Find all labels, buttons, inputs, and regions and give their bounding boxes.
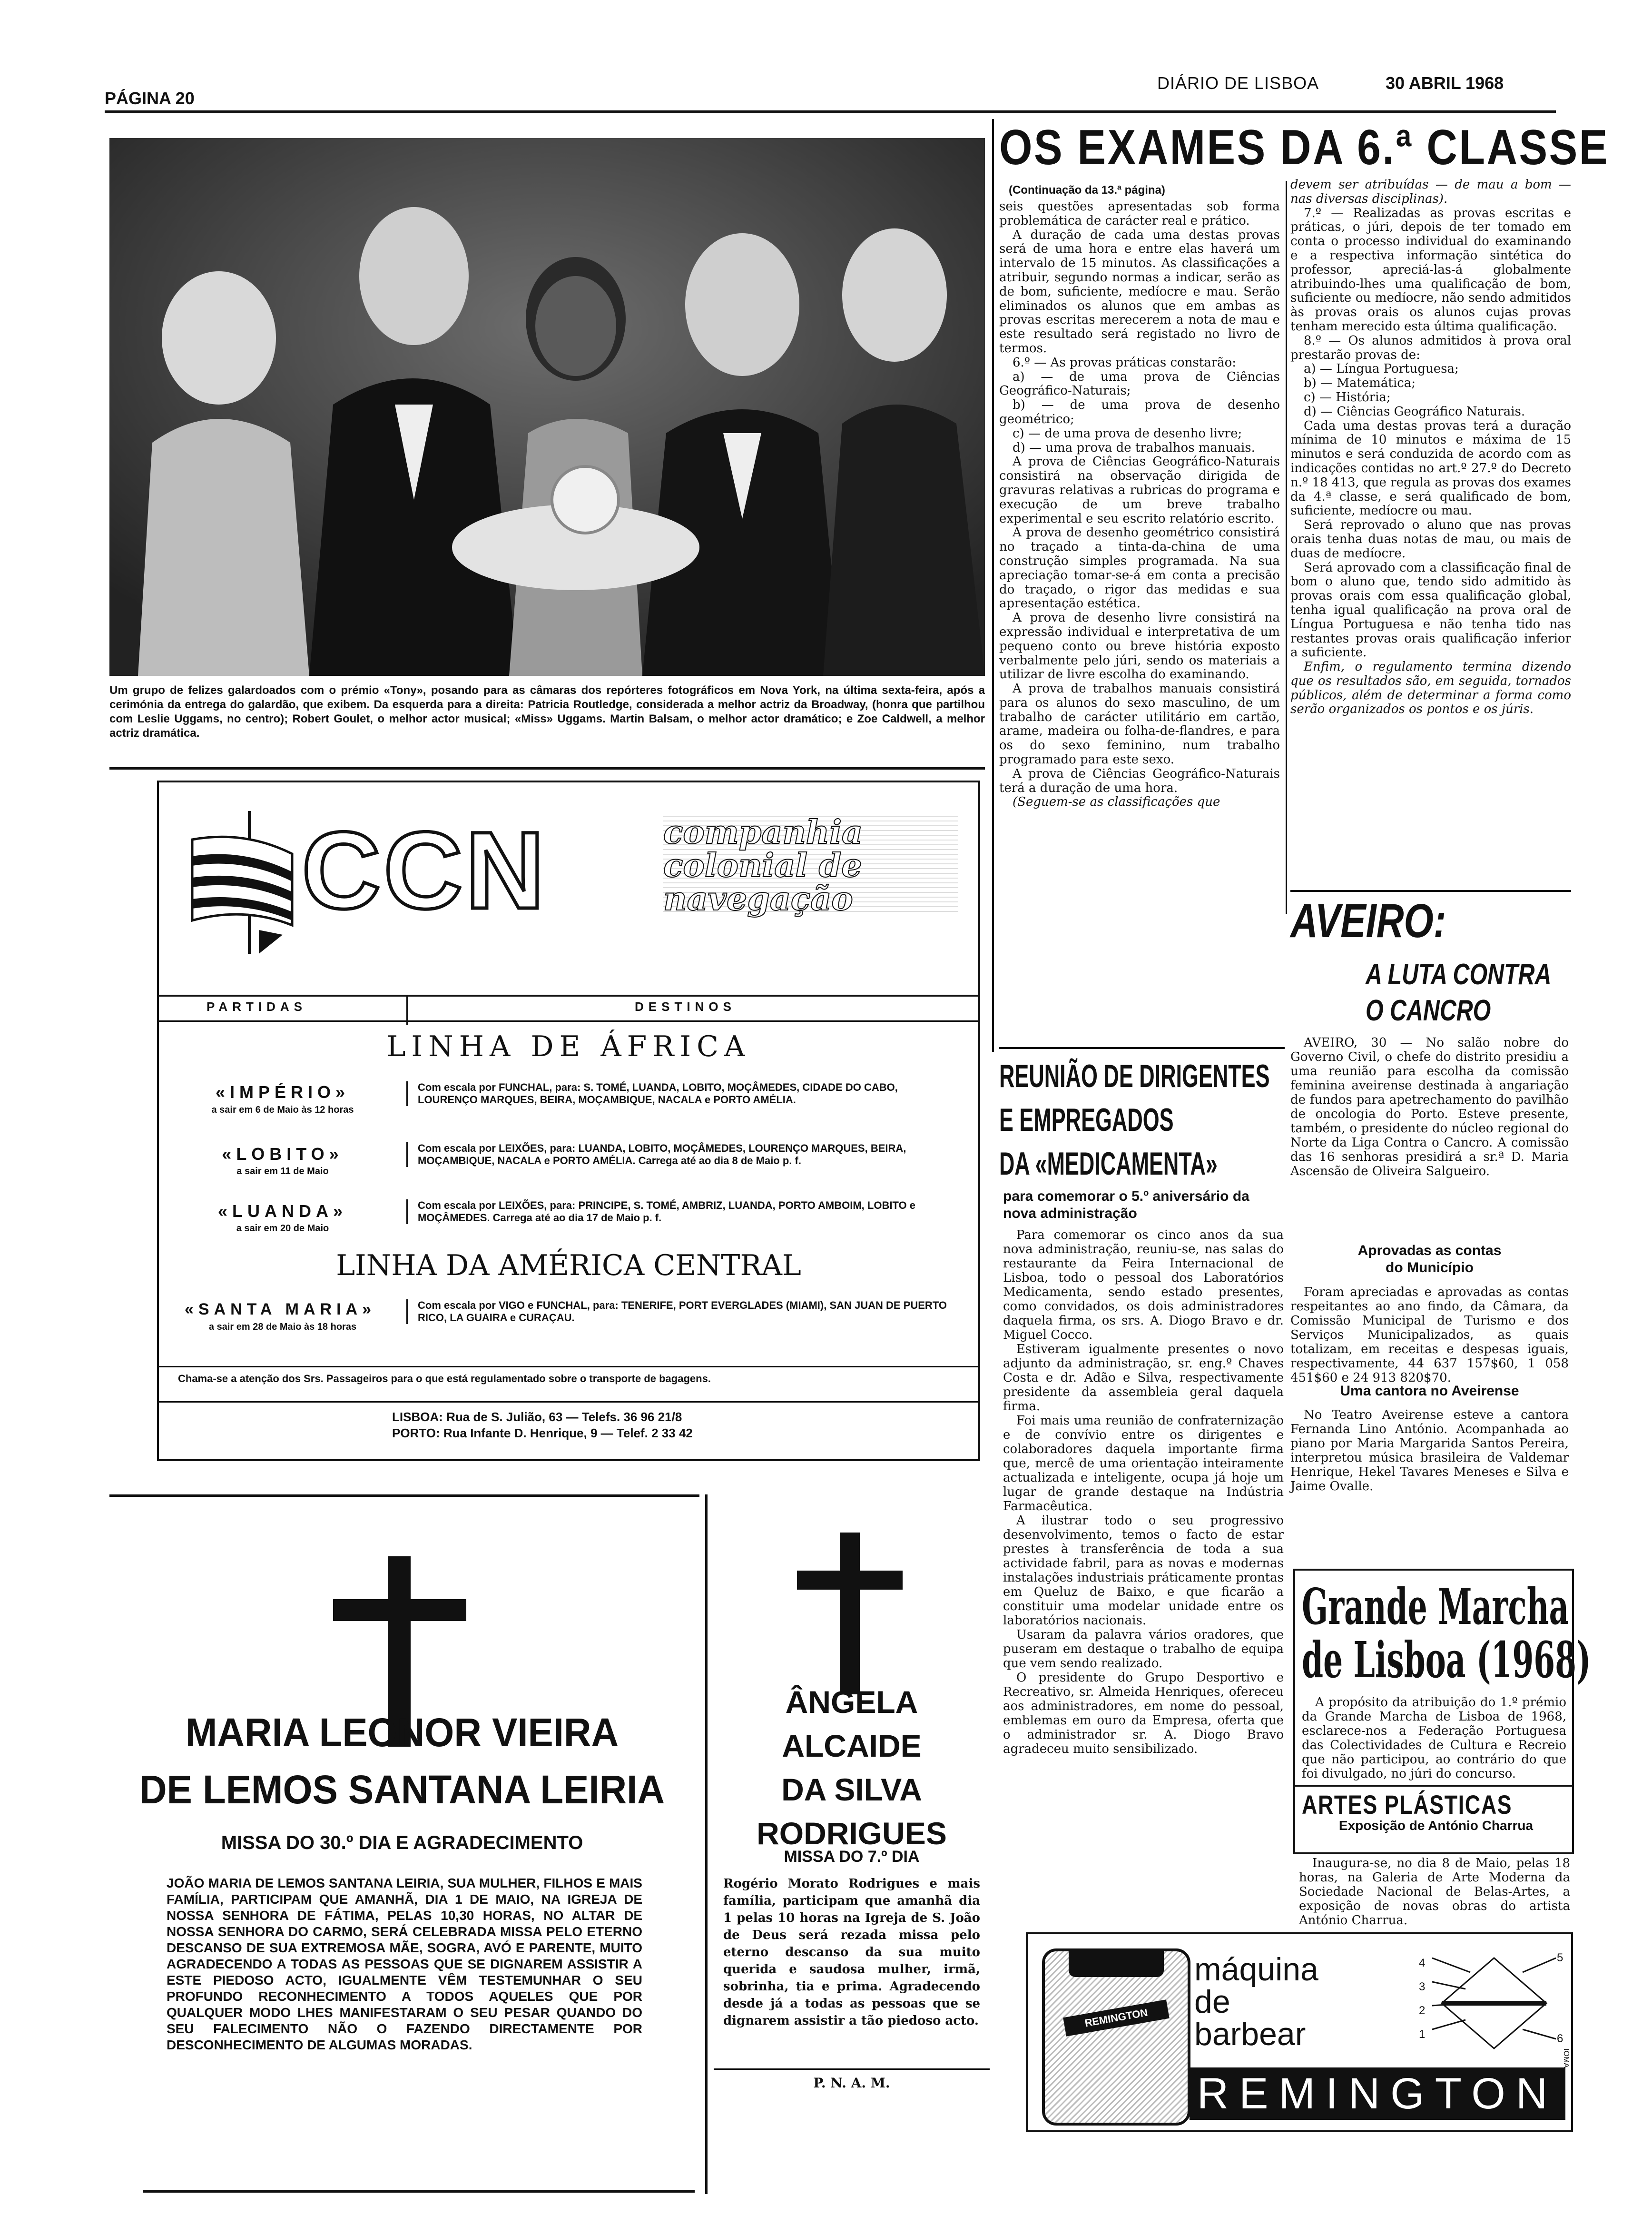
header-rule [105,110,1556,113]
deceased-name: ÂNGELA ALCAIDE DA SILVA RODRIGUES [757,1684,947,1851]
cross-icon-bar [333,1599,466,1621]
ccn-porto-address: PORTO: Rua Infante D. Henrique, 9 — Telef. 2 33 42 [392,1426,693,1440]
issue-date: 30 ABRIL 1968 [1386,73,1504,93]
grande-marcha-body: A propósito da atribuição do 1.º prémio da Grande Marcha de Lisboa de 1968, esclarece-nos a Federação Portuguesa das Colectividades de Cultura e Recreio que não participou, ao contrário do que foi divulgado, no júri do concurso. [1302,1695,1566,1781]
shaver-brand-label: REMINGTON [1063,1999,1170,2037]
grande-marcha-title: Grande Marcha de Lisboa (1968) [1302,1577,1591,1689]
ccn-logo-letters: CCN [302,809,548,931]
ship-santa-maria-route: Com escala por VIGO e FUNCHAL, para: TENERIFE, PORT EVERGLADES (MIAMI), SAN JUAN DE PUERTO RICO, LA GUAIRA e CURAÇAU. [406,1299,960,1324]
ccn-company-name: companhia colonial de navegação [663,816,958,916]
ship-luanda: «LUANDA» [217,1201,348,1221]
shaver-head-icon [1069,1948,1164,1977]
exames-col2: devem ser atribuídas — de mau a bom — nas diversas disciplinas). 7.º — Realizadas as provas escritas e práticas, o júri, depois de ter tomado em conta o processo individual do examinando e a respectiva informação sintética do professor, apreciá-las-á globalmente atribuindo-lhes uma qualificação de bom, suficiente ou medíocre, não sendo admitidos às provas orais os alunos cujas provas tenham merecido esta última qualificação. 8.º — Os alunos admitidos à prova oral prestarão provas de: a) — Língua Portuguesa; b) — Matemática; c) — História; d) — Ciências Geográfico Naturais. Cada uma destas provas terá a duração mínima de 10 minutos e máxima de 15 minutos e será conduzida de acordo com as indicações contidas no art.º 27.º do Decreto n.º 18 413, que regula as provas dos exames da 4.ª classe, e será qualificado de bom, suficiente, medíocre ou mau. Será reprovado o aluno que nas provas orais tenha duas notas de mau, ou mais de duas de medíocre. Será aprovado com a classificação final de bom o aluno que, tendo sido admitido às provas orais com essa qualificação global, tenha igual qualificação na prova oral de Língua Portuguesa e não tenha tido nas restantes provas orais qualificação inferior a suficiente. Enfim, o regulamento termina dizendo que os resultados são, em seguida, tornados públicos, além de determinar a forma como serão organizados os pontos e os júris. [1290,178,1571,717]
signature: P. N. A. M. [813,2075,890,2091]
ad-agency-mark: IOMA [1562,2048,1570,2068]
photo-caption: Um grupo de felizes galardoados com o prémio «Tony», posando para as câmaras dos repórteres fotográficos em Nova York, na última sexta-feira, após a cerimónia da entrega do galardão, que exibem. Da esquerda para a direita: Patricia Routledge, considerada a melhor actriz da Broadway, (honra que partilhou com Leslie Uggams, no centro); Robert Goulet, o melhor actor musical; «Miss» Uggams. Martin Balsam, o melhor actor dramático; e Zoe Caldwell, a melhor actriz dramática. [109,684,985,740]
artes-plasticas-title: ARTES PLÁSTICAS [1302,1790,1513,1820]
artes-body: Inaugura-se, no dia 8 de Maio, pelas 18 horas, na Galeria de Arte Moderna da Sociedade Nacional de Belas-Artes, a exposição de novas obras do artista António Charrua. [1299,1856,1570,1928]
dial-right-number-bottom: 6 [1557,2032,1564,2045]
mass-notice: MISSA DO 30.º DIA E AGRADECIMENTO [221,1832,583,1853]
article-title-exames: OS EXAMES DA 6.ª CLASSE [999,120,1609,175]
remington-advertisement [1026,1932,1573,2132]
aveiro-contas-body: Foram apreciadas e aprovadas as contas respeitantes ao ano findo, da Câmara, da Comissão Municipal de Turismo e dos Serviços Municipalizados, as quais totalizam, em receitas e despesas iguais, respectivamente, 44 637 157$60, 1 058 451$60 e 24 913 820$70. [1290,1285,1569,1385]
page-number: PÁGINA 20 [105,89,195,108]
ship-luanda-date: a sair em 20 de Maio [236,1223,329,1234]
aveiro-cantora-heading: Uma cantora no Aveirense [1340,1383,1519,1399]
dial-icon [1413,1944,1570,2063]
cross-icon [840,1533,860,1694]
dial-right-number-top: 5 [1557,1951,1564,1964]
remington-brand: REMINGTON [1190,2067,1565,2120]
ccn-lisboa-address: LISBOA: Rua de S. Julião, 63 — Telefs. 36 96 21/8 [392,1410,682,1424]
ship-imperio-route: Com escala por FUNCHAL, para: S. TOMÉ, LUANDA, LOBITO, MOÇÂMEDES, CIDADE DO CABO, LOURENÇO MARQUES, BEIRA, MOÇAMBIQUE, NACALA e PORTO AMÉLIA. [406,1081,960,1106]
obituary-leiria [109,1499,695,2175]
ship-lobito-date: a sair em 11 de Maio [236,1166,329,1177]
newspaper-name: DIÁRIO DE LISBOA [1157,73,1319,93]
obituary-text: JOÃO MARIA DE LEMOS SANTANA LEIRIA, SUA MULHER, FILHOS E MAIS FAMÍLIA, PARTICIPAM QUE AMANHÃ, DIA 1 DE MAIO, NA IGREJA DE NOSSA SENHORA DE FÁTIMA, PELAS 10,30 HORAS, NO ALTAR DE NOSSA SENHORA DO CARMO, SERÁ CELEBRADA MISSA PELO ETERNO DESCANSO DE SUA EXTREMOSA MÃE, SOGRA, AVÓ E PARENTE, MUITO AGRADECENDO A TODAS AS PESSOAS QUE SE DIGNAREM ASSISTIR A ESTE PIEDOSO ACTO, IGUALMENTE VÊM TESTEMUNHAR O SEU PROFUNDO RECONHECIMENTO A TODOS AQUELES QUE POR QUALQUER MODO LHES MANIFESTARAM O SEU PESAR QUANDO DO SEU FALECIMENTO NÃO O FAZENDO DIRECTAMENTE POR DESCONHECIMENTO DE ALGUMAS MORADAS. [167,1876,642,2052]
baggage-notice: Chama-se a atenção dos Srs. Passageiros para o que está regulamentado sobre o transporte de bagagens. [178,1373,711,1385]
cross-icon-bar [797,1571,903,1590]
aveiro-contas-heading: Aprovadas as contas do Município [1357,1243,1502,1276]
ship-santa-maria-date: a sair em 28 de Maio às 18 horas [208,1322,357,1332]
obituary-rodrigues [714,1499,990,2175]
aveiro-cantora-body: No Teatro Aveirense esteve a cantora Fernanda Lino António. Acompanhada ao piano por Maria Margarida Santos Pereira, interpretou música brasileira de Valdemar Henrique, Hekel Tavares Meneses e Silva e Jaime Ovalle. [1290,1408,1569,1493]
divider [109,1494,699,1497]
ship-luanda-route: Com escala por LEIXÕES, para: PRINCIPE, S. TOMÉ, AMBRIZ, LUANDA, PORTO AMBOIM, LOBITO e MOÇÂMEDES. Carrega até ao dia 17 de Maio p. f. [406,1199,960,1224]
line-america-title: LINHA DA AMÉRICA CENTRAL [336,1249,801,1282]
continuation-note: (Continuação da 13.ª página) [1009,184,1165,197]
article-title-aveiro: AVEIRO: [1290,894,1446,948]
exames-col1: seis questões apresentadas sob forma problemática de carácter real e prático. A duração de cada uma destas provas será de uma hora e entre elas haverá um intervalo de 15 minutos. As classificações a atribuir, segundo normas a indicar, serão as de bom, suficiente, medíocre e mau. Serão eliminados os alunos que em ambas as provas escritas merecerem a nota de mau e este resultado será registado no livro de termos. 6.º — As provas práticas constarão: a) — de uma prova de Ciências Geográfico-Naturais; b) — de uma prova de desenho geométrico; c) — de uma prova de desenho livre; d) — uma prova de trabalhos manuais. A prova de Ciências Geográfico-Naturais consistirá na observação dirigida de gravuras relativas a rubricas do programa e execução de um breve trabalho experimental e seu escrito relatório escrito. A prova de desenho geométrico consistirá no traçado a tinta-da-china de uma construção simples programada. Na sua apreciação tomar-se-á em conta a precisão do traçado, o rigor das medidas e sua apresentação estética. A prova de desenho livre consistirá na expressão individual e interpretativa de um pequeno conto ou breve história exposto verbalmente pelo júri, sendo os materiais a utilizar de livre escolha do examinando. A prova de trabalhos manuais consistirá para os alunos do sexo masculino, de um trabalho de carácter utilitário em cartão, arame, madeira ou folha-de-flandres, e para os do sexo feminino, num trabalho programado para este sexo. A prova de Ciências Geográfico-Naturais terá a duração de uma hora. (Seguem-se as classificações que [999,199,1280,810]
deceased-name: MARIA LEONOR VIEIRA DE LEMOS SANTANA LEIRIA [139,1710,665,1812]
reuniao-body: Para comemorar os cinco anos da sua nova administração, reuniu-se, nas salas do restaurante da Feira Internacional de Lisboa, todo o pessoal dos Laboratórios Medicamenta, sendo estado presentes, como convidados, os dois administradores daquela firma, os srs. A. Diogo Bravo e dr. Miguel Cocco. Estiveram igualmente presentes o novo adjunto da administração, sr. eng.º Chaves Costa e dr. Adão e Silva, respectivamente presidente da assembleia geral daquela firma. Foi mais uma reunião de confraternização e de convívio entre os dirigentes e colaboradores daquela importante firma que, mercê de uma orientação inteiramente actualizada e inteligente, ocupa já hoje um lugar de grande destaque na Indústria Farmacêutica. A ilustrar todo o seu progressivo desenvolvimento, temos o facto de estar prestes à transferência de toda a sua actividade fabril, para as novas e modernas instalações industriais práticamente prontas em Queluz de Baixo, e que ficarão a constituir uma modelar unidade entre os laboratórios nacionais. Usaram da palavra vários oradores, que puseram em destaque o trabalho de equipa que vem sendo realizado. O presidente do Grupo Desportivo e Recreativo, sr. Almeida Henriques, ofereceu aos administradores, em nome do pessoal, emblemas em ouro da Empresa, oferta que o administrador sr. A. Diogo Bravo agradeceu muito sensibilizado. [1003,1228,1284,1756]
aveiro-subtitle: A LUTA CONTRA O CANCRO [1366,958,1552,1027]
ship-lobito-route: Com escala por LEIXÕES, para: LUANDA, LOBITO, MOÇÂMEDES, LOURENÇO MARQUES, BEIRA, MOÇAMBIQUE, NACALA e PORTO AMÉLIA. Carrega até ao dia 8 de Maio p. f. [406,1142,960,1167]
col-partidas: PARTIDAS [206,999,307,1014]
line-africa-title: LINHA DE ÁFRICA [386,1030,751,1063]
divider [109,767,985,770]
artes-subtitle: Exposição de António Charrua [1338,1818,1534,1833]
article-title-reuniao: REUNIÃO DE DIRIGENTES E EMPREGADOS DA «MEDICAMENTA» [999,1058,1270,1182]
mass-notice: MISSA DO 7.º DIA [784,1848,920,1866]
ccn-advertisement [157,781,980,1461]
shaver-icon [1042,1948,1190,2126]
ccn-flag-logo [187,811,297,954]
reuniao-subtitle: para comemorar o 5.º aniversário da nova administração [1003,1188,1249,1221]
ship-imperio: «IMPÉRIO» [215,1082,350,1102]
ship-imperio-date: a sair em 6 de Maio às 12 horas [211,1105,354,1115]
col-destinos: DESTINOS [635,999,736,1014]
dial-left-numbers: 4 3 2 1 [1419,1957,1426,2041]
grande-marcha-box [1293,1569,1591,1854]
ship-lobito: «LOBITO» [222,1144,344,1164]
tony-awards-photo [109,138,985,676]
remington-tagline: máquina de barbear [1194,1951,1318,2052]
aveiro-body: AVEIRO, 30 — No salão nobre do Governo Civil, o chefe do distrito presidiu a uma reunião para escolha da comissão feminina aveirense destinada à angariação de fundos para apetrechamento do pavilhão de oncologia do Porto. Esteve presente, também, o presidente do núcleo regional do Norte da Liga Contra o Cancro. A comissão das 16 senhoras presidirá a sr.ª D. Maria Ascensão de Oliveira Salgueiro. [1290,1036,1569,1178]
ship-santa-maria: «SANTA MARIA» [184,1300,376,1318]
obituary-text: Rogério Morato Rodrigues e mais família, participam que amanhã dia 1 pelas 10 horas na Igreja de S. João de Deus será rezada missa pelo eterno descanso da sua muito querida e saudosa mulher, irmã, sobrinha, tia e prima. Agradecendo desde já a todas as pessoas que se dignarem assistir a tão piedoso acto. [723,1877,980,2028]
